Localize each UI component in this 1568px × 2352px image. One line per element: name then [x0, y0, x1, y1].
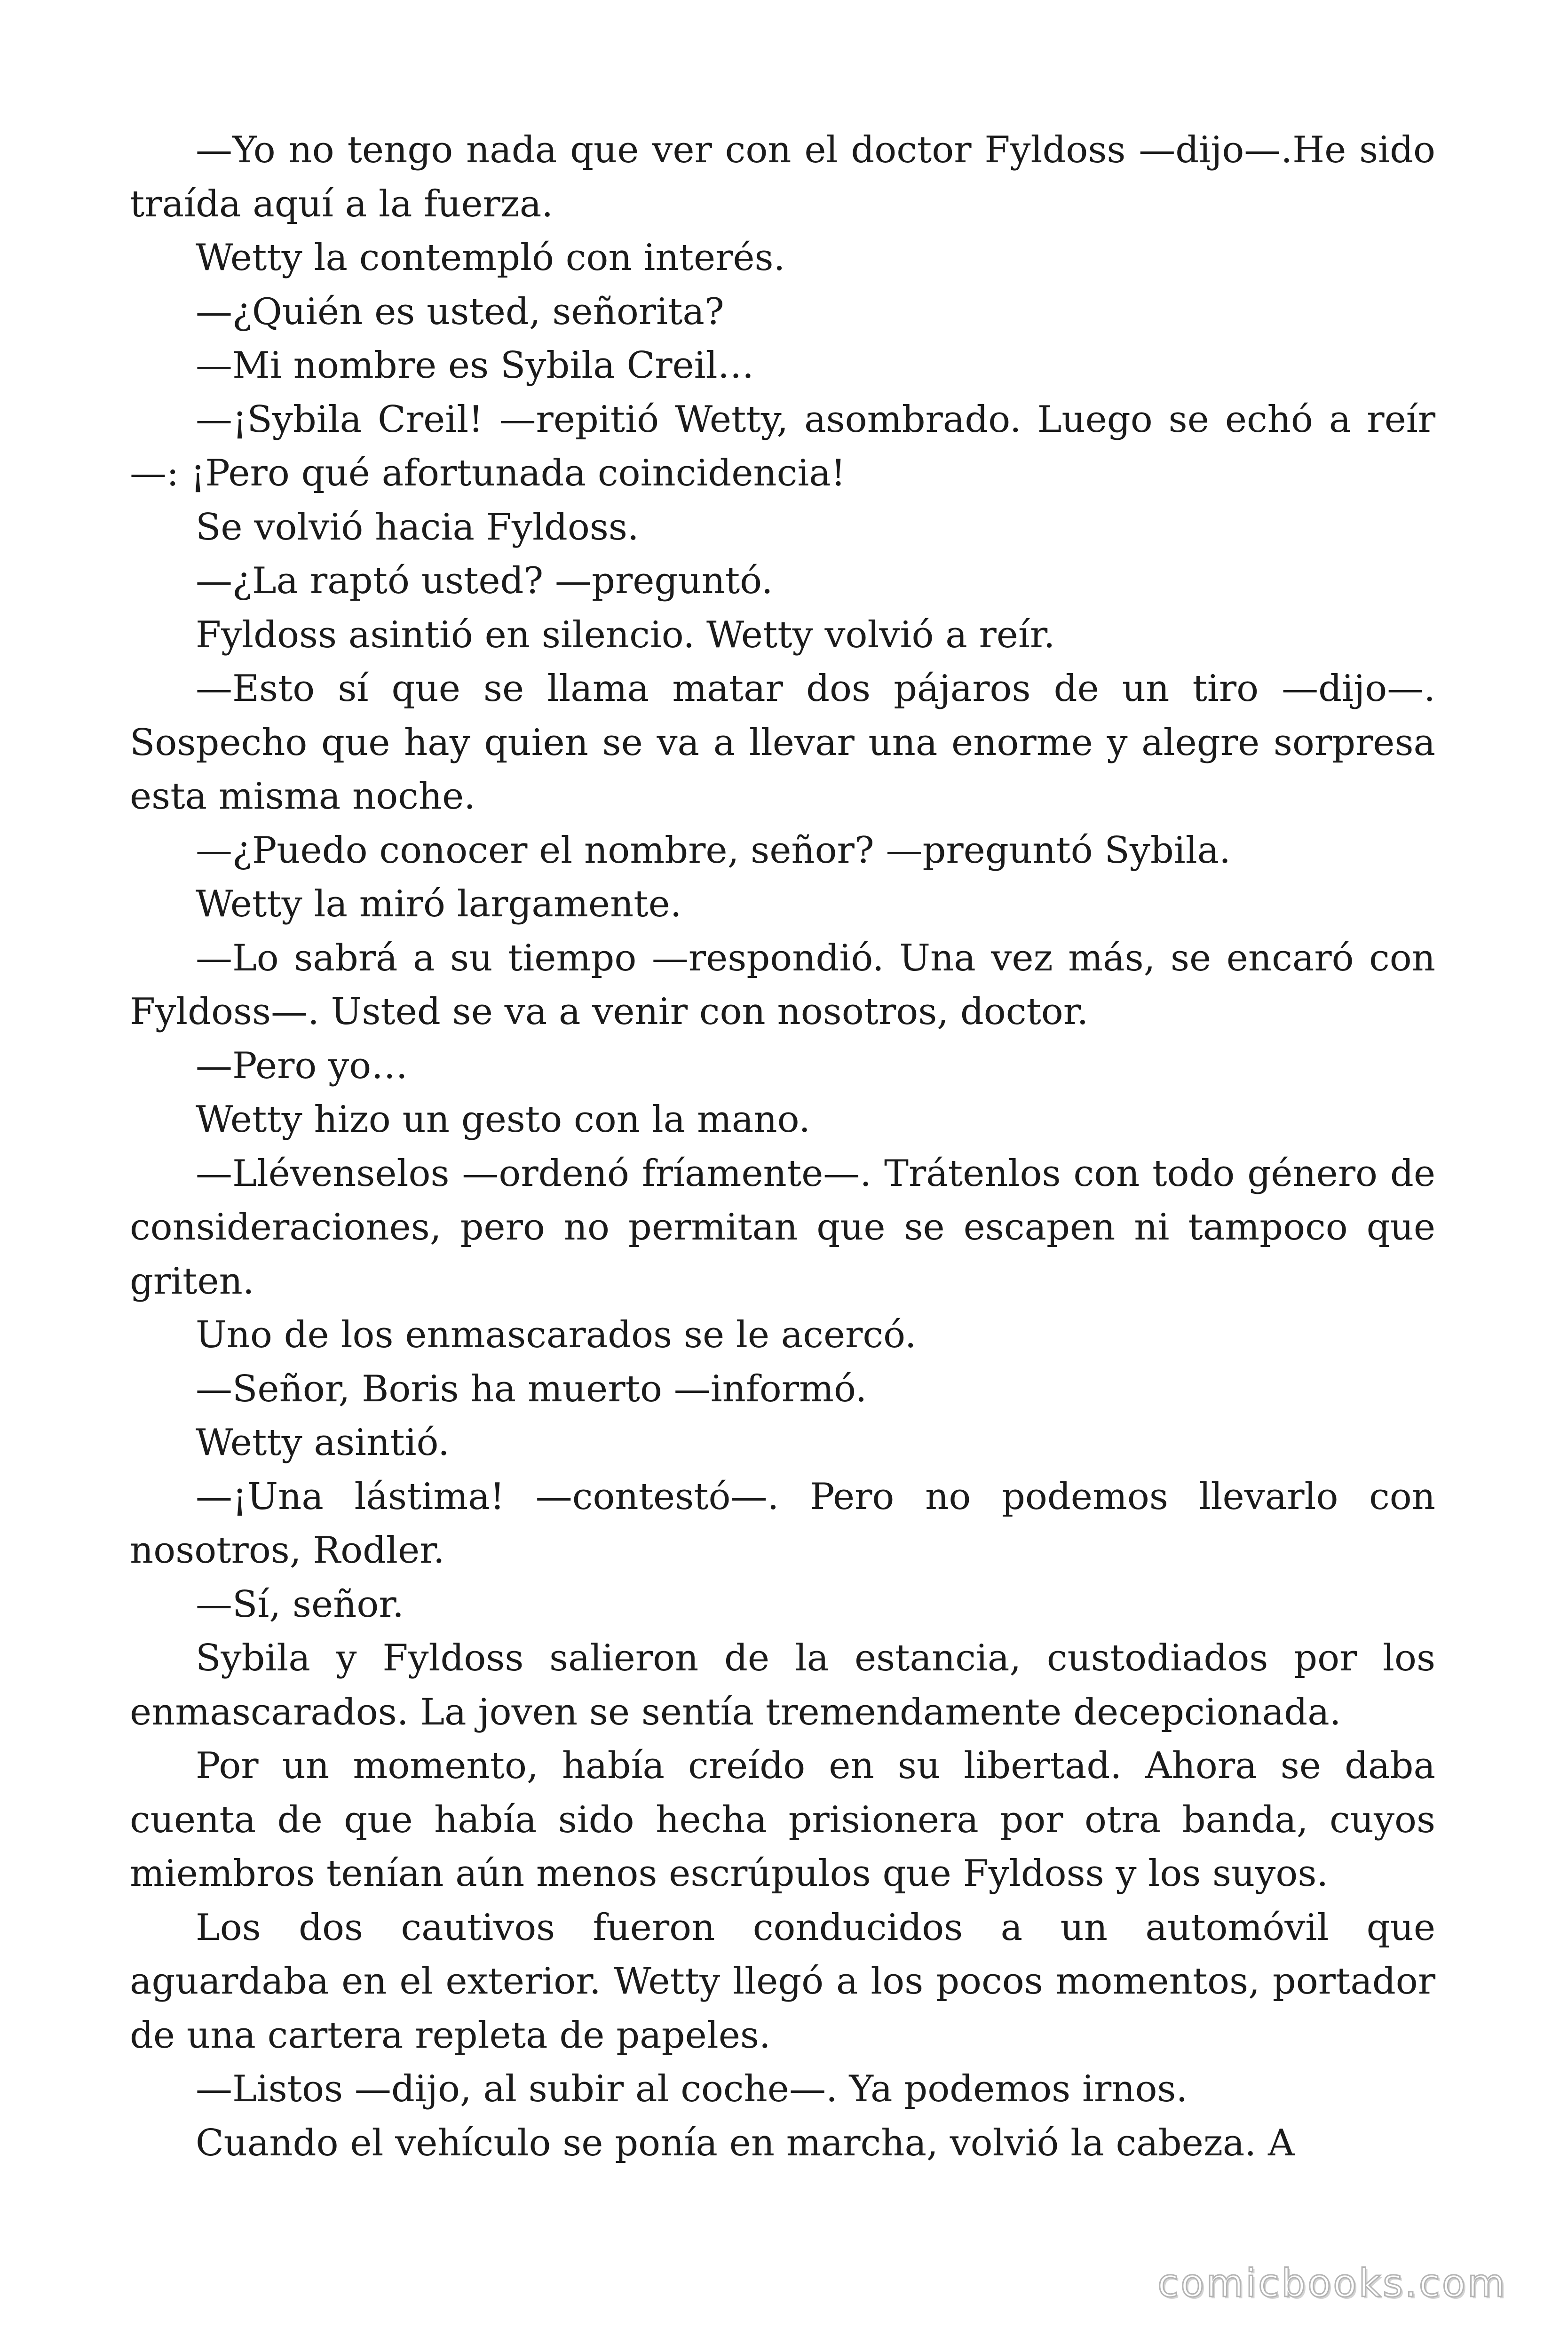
- paragraph-23: Los dos cautivos fueron conducidos a un automóvil que aguardaba en el exterior. Wetty llegó a los pocos momentos, portador de una cartera repleta de papeles.: [130, 1906, 1435, 2057]
- paragraph-22: Por un momento, había creído en su libertad. Ahora se daba cuenta de que había sido hecha prisionera por otra banda, cuyos miembros tenían aún menos escrúpulos que Fyldoss y los suyos.: [130, 1745, 1435, 1895]
- paragraph-3: —¿Quién es usted, señorita?: [196, 290, 724, 333]
- paragraph-18: Wetty asintió.: [196, 1422, 450, 1464]
- paragraph-10: —¿Puedo conocer el nombre, señor? —preguntó Sybila.: [196, 829, 1231, 872]
- paragraph-6: Se volvió hacia Fyldoss.: [196, 506, 639, 548]
- paragraph-25: Cuando el vehículo se ponía en marcha, volvió la cabeza. A: [196, 2122, 1295, 2164]
- paragraph-13: —Pero yo…: [196, 1044, 408, 1087]
- paragraph-7: —¿La raptó usted? —preguntó.: [196, 560, 773, 602]
- paragraph-9: —Esto sí que se llama matar dos pájaros de un tiro —dijo—. Sospecho que hay quien se va a llevar una enorme y alegre sorpresa esta misma noche.: [130, 667, 1435, 818]
- paragraph-14: Wetty hizo un gesto con la mano.: [196, 1098, 811, 1141]
- paragraph-8: Fyldoss asintió en silencio. Wetty volvió a reír.: [196, 613, 1055, 656]
- paragraph-12: —Lo sabrá a su tiempo —respondió. Una vez más, se encaró con Fyldoss—. Usted se va a venir con nosotros, doctor.: [130, 937, 1435, 1033]
- paragraph-21: Sybila y Fyldoss salieron de la estancia, custodiados por los enmascarados. La joven se sentía tremendamente decepcionada.: [130, 1637, 1435, 1733]
- paragraph-19: —¡Una lástima! —contestó—. Pero no podemos llevarlo con nosotros, Rodler.: [130, 1475, 1435, 1572]
- paragraph-17: —Señor, Boris ha muerto —informó.: [196, 1367, 867, 1410]
- paragraph-16: Uno de los enmascarados se le acercó.: [196, 1314, 917, 1356]
- paragraph-20: —Sí, señor.: [196, 1583, 404, 1626]
- body-text: [130, 123, 1435, 2170]
- paragraph-1: —Yo no tengo nada que ver con el doctor Fyldoss —dijo—.He sido traída aquí a la fuerza.: [130, 129, 1435, 225]
- paragraph-4: —Mi nombre es Sybila Creil…: [196, 344, 754, 387]
- watermark: comicbooks.com: [1157, 2261, 1507, 2306]
- paragraph-11: Wetty la miró largamente.: [196, 883, 682, 925]
- paragraph-2: Wetty la contempló con interés.: [196, 237, 785, 279]
- paragraph-15: —Llévenselos —ordenó fríamente—. Trátenlos con todo género de consideraciones, pero no permitan que se escapen ni tampoco que griten.: [130, 1152, 1435, 1303]
- paragraph-5: —¡Sybila Creil! —repitió Wetty, asombrado. Luego se echó a reír—: ¡Pero qué afortunada coincidencia!: [130, 398, 1435, 494]
- paragraph-24: —Listos —dijo, al subir al coche—. Ya podemos irnos.: [196, 2068, 1188, 2110]
